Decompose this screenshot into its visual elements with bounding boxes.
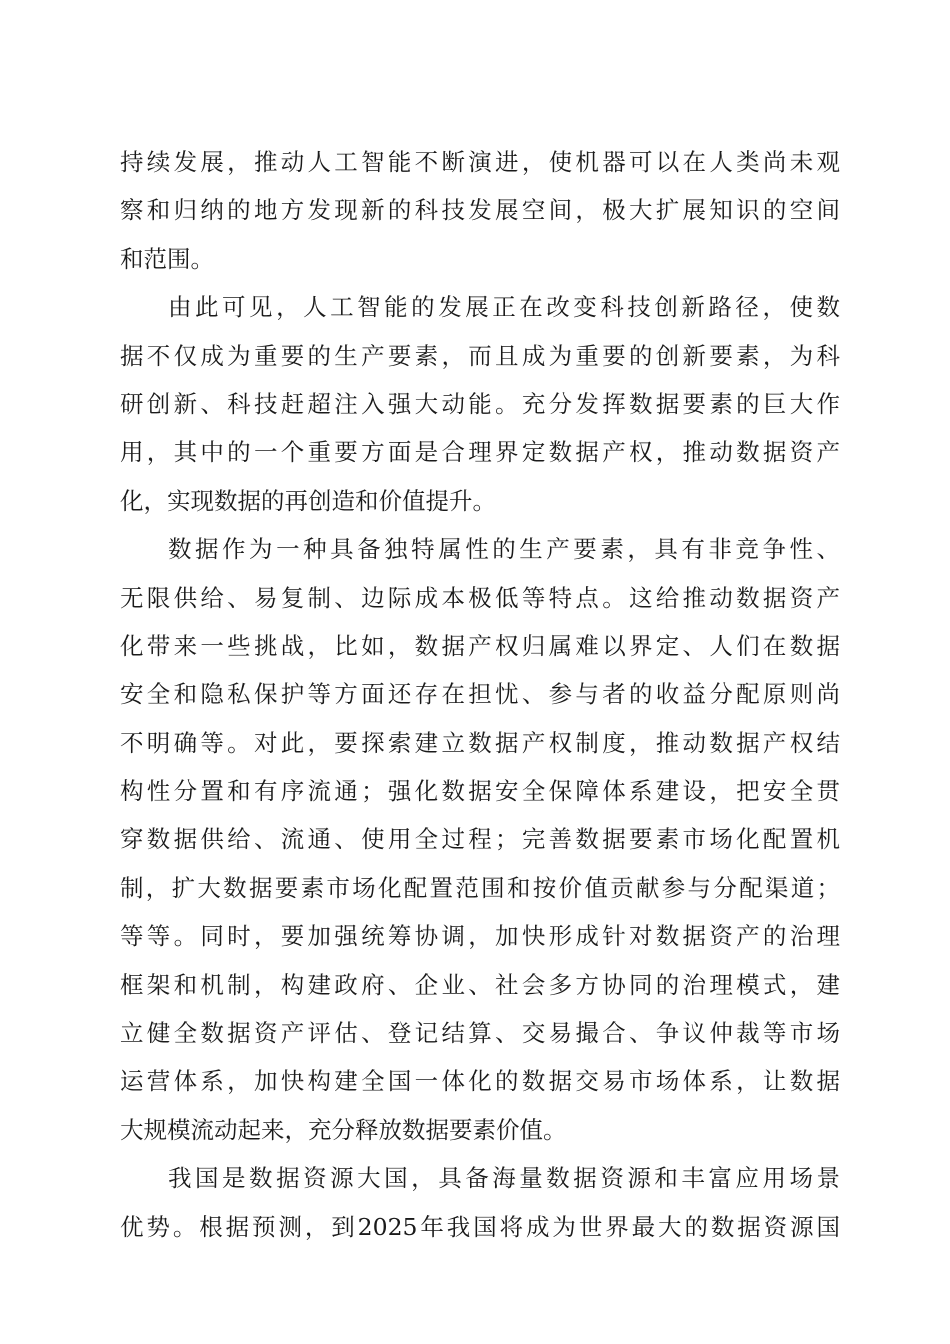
text-line: 研创新、科技赶超注入强大动能。充分发挥数据要素的巨大作 (120, 389, 840, 418)
text-line: 用，其中的一个重要方面是合理界定数据产权，推动数据资产 (120, 438, 840, 467)
text-line: 数据作为一种具备独特属性的生产要素，具有非竞争性、 (168, 535, 840, 564)
article-body (120, 138, 840, 1251)
text-line: 穿数据供给、流通、使用全过程；完善数据要素市场化配置机 (120, 825, 840, 854)
text-line: 大规模流动起来，充分释放数据要素价值。 (120, 1115, 567, 1144)
paragraph-2 (120, 283, 840, 525)
text-line: 制，扩大数据要素市场化配置范围和按价值贡献参与分配渠道； (120, 873, 840, 902)
text-line: 安全和隐私保护等方面还存在担忧、参与者的收益分配原则尚 (120, 680, 840, 709)
text-line: 立健全数据资产评估、登记结算、交易撮合、争议仲裁等市场 (120, 1019, 840, 1048)
text-line: 和范围。 (120, 244, 214, 273)
text-line: 框架和机制，构建政府、企业、社会多方协同的治理模式，建 (120, 970, 840, 999)
text-line: 化，实现数据的再创造和价值提升。 (120, 486, 496, 515)
text-line: 不明确等。对此，要探索建立数据产权制度，推动数据产权结 (120, 728, 840, 757)
text-line: 等等。同时，要加强统筹协调，加快形成针对数据资产的治理 (120, 922, 840, 951)
paragraph-4 (120, 1154, 840, 1251)
text-line: 优势。根据预测，到2025年我国将成为世界最大的数据资源国 (120, 1212, 840, 1241)
text-line: 持续发展，推动人工智能不断演进，使机器可以在人类尚未观 (120, 148, 840, 176)
text-line: 由此可见，人工智能的发展正在改变科技创新路径，使数 (168, 293, 840, 322)
text-line: 构性分置和有序流通；强化数据安全保障体系建设，把安全贯 (120, 777, 840, 806)
paragraph-3 (120, 525, 840, 1154)
paragraph-1 (120, 138, 840, 283)
text-line: 我国是数据资源大国，具备海量数据资源和丰富应用场景 (168, 1164, 840, 1193)
text-line: 运营体系，加快构建全国一体化的数据交易市场体系，让数据 (120, 1067, 840, 1096)
text-line: 据不仅成为重要的生产要素，而且成为重要的创新要素，为科 (120, 341, 840, 370)
text-line: 无限供给、易复制、边际成本极低等特点。这给推动数据资产 (120, 583, 840, 612)
text-line: 察和归纳的地方发现新的科技发展空间，极大扩展知识的空间 (120, 196, 840, 225)
text-line: 化带来一些挑战，比如，数据产权归属难以界定、人们在数据 (120, 631, 840, 660)
